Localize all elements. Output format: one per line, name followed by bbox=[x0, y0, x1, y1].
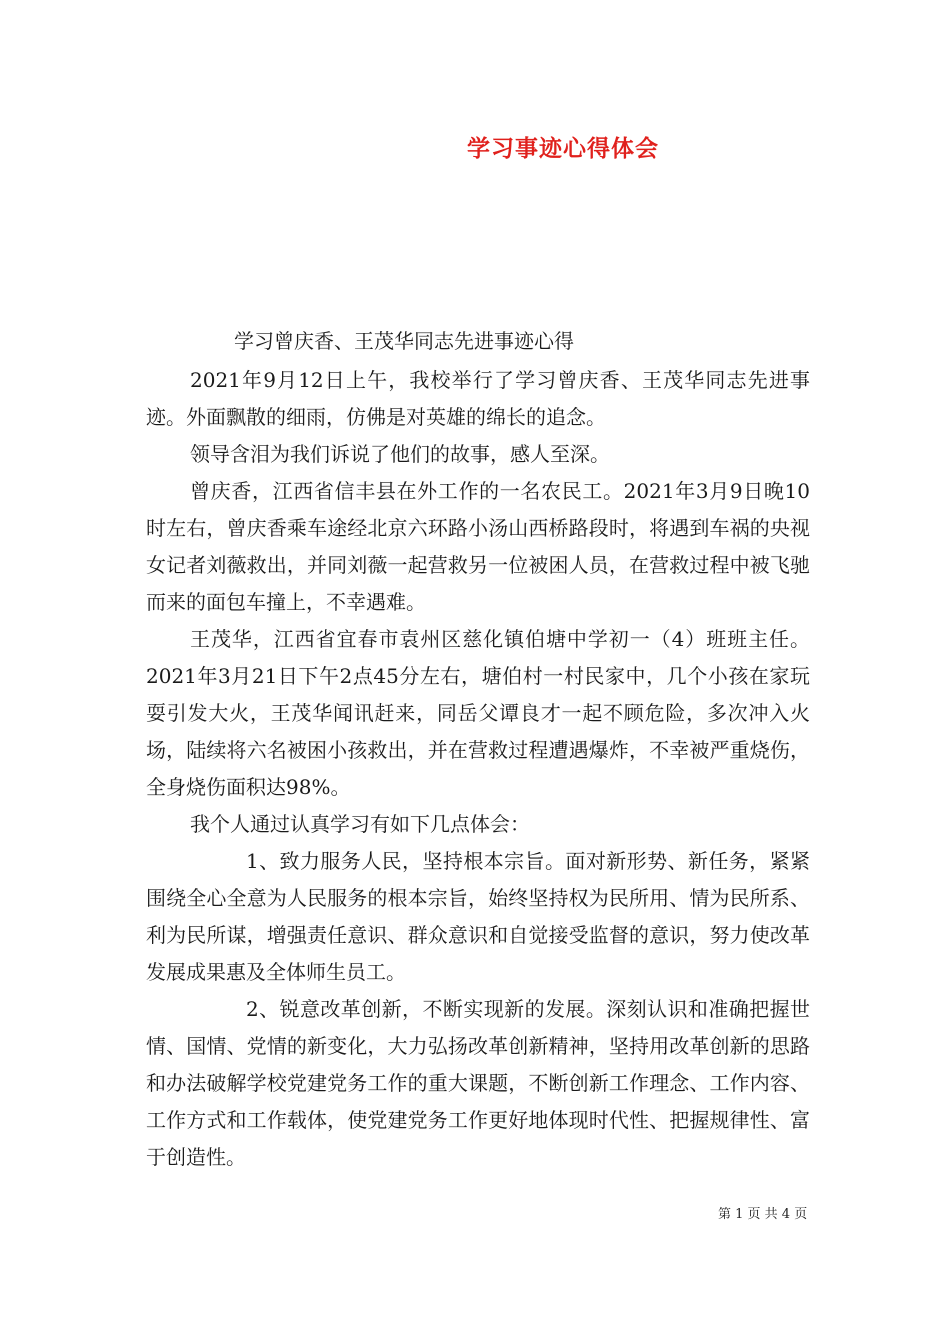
page-number-footer: 第 1 页 共 4 页 bbox=[718, 1207, 808, 1222]
paragraph-point-2: 2、锐意改革创新，不断实现新的发展。深刻认识和准确把握世情、国情、党情的新变化，大力弘扬改革创新精神，坚持用改革创新的思路和办法破解学校党建党务工作的重大课题，不断创新工作理念、工作内容、工作方式和工作载体，使党建党务工作更好地体现时代性、把握规律性、富于创造性。 bbox=[146, 997, 810, 1169]
paragraph-zeng-qingxiang: 曾庆香，江西省信丰县在外工作的一名农民工。2021年3月9日晚10时左右，曾庆香乘车途经北京六环路小汤山西桥路段时，将遇到车祸的央视女记者刘薇救出，并同刘薇一起营救另一位被困人员，在营救过程中被飞驰而来的面包车撞上，不幸遇难。 bbox=[146, 479, 810, 614]
paragraph-point-1: 1、致力服务人民，坚持根本宗旨。面对新形势、新任务，紧紧围绕全心全意为人民服务的根本宗旨，始终坚持权为民所用、情为民所系、利为民所谋，增强责任意识、群众意识和自觉接受监督的意识，努力使改革发展成果惠及全体师生员工。 bbox=[146, 849, 810, 984]
paragraph-wang-maohua: 王茂华，江西省宜春市袁州区慈化镇伯塘中学初一（4）班班主任。2021年3月21日下午2点45分左右，塘伯村一村民家中，几个小孩在家玩耍引发大火，王茂华闻讯赶来，同岳父谭良才一起不顾危险，多次冲入火场，陆续将六名被困小孩救出，并在营救过程遭遇爆炸，不幸被严重烧伤，全身烧伤面积达98%。 bbox=[146, 627, 810, 799]
document-subtitle: 学习曾庆香、王茂华同志先进事迹心得 bbox=[234, 329, 574, 353]
document-body bbox=[146, 323, 810, 1176]
paragraph-reflection-intro: 我个人通过认真学习有如下几点体会： bbox=[190, 812, 530, 836]
paragraph-leader: 领导含泪为我们诉说了他们的故事，感人至深。 bbox=[190, 442, 610, 466]
document-title: 学习事迹心得体会 bbox=[467, 135, 659, 162]
paragraph-intro: 2021年9月12日上午，我校举行了学习曾庆香、王茂华同志先进事迹。外面飘散的细雨，仿佛是对英雄的绵长的追念。 bbox=[146, 368, 810, 429]
